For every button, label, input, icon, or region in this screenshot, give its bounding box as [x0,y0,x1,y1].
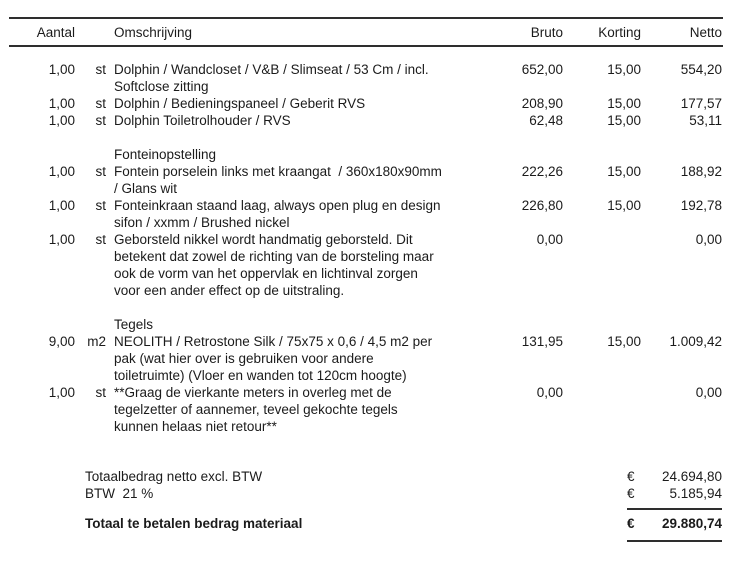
cell-korting [563,214,641,231]
cell-bruto: 652,00 [521,62,563,77]
cell-netto [641,418,722,435]
cell-korting [563,282,641,299]
cell-netto: 1.009,42 [669,334,722,349]
cell-unit [75,248,106,265]
cell-unit [75,180,106,197]
vat-euro-symbol: € [627,486,635,501]
table-row [9,418,723,435]
cell-netto [641,367,722,384]
cell-aantal: 1,00 [48,113,75,128]
cell-korting: 15,00 [607,164,641,179]
cell-bruto [486,282,563,299]
table-row [9,78,723,95]
cell-aantal [9,418,75,435]
cell-unit: st [95,198,106,213]
cell-netto [641,248,722,265]
cell-korting [563,248,641,265]
subtotal-row [9,468,723,485]
header-omschrijving: Omschrijving [114,24,193,40]
cell-omschrijving: kunnen helaas niet retour** [114,419,277,434]
cell-unit [75,265,106,282]
cell-unit [75,418,106,435]
cell-omschrijving: NEOLITH / Retrostone Silk / 75x75 x 0,6 / 4,5 m2 per [114,334,433,349]
table-row [9,197,723,214]
header-aantal: Aantal [36,24,75,40]
table-body [9,61,723,435]
blank-row [9,129,723,146]
cell-netto [641,350,722,367]
cell-omschrijving: Softclose zitting [114,79,209,94]
cell-aantal [9,248,75,265]
table-row [9,282,723,299]
header-netto: Netto [689,24,722,40]
header-korting: Korting [598,24,641,40]
cell-unit [75,316,106,333]
cell-aantal [9,78,75,95]
table-row [9,248,723,265]
cell-unit [75,367,106,384]
cell-unit: st [95,96,106,111]
vat-label: BTW 21 % [85,486,154,501]
table-row [9,163,723,180]
cell-omschrijving: Dolphin Toiletrolhouder / RVS [114,113,291,128]
subtotal-euro-symbol: € [627,469,635,484]
cell-korting: 15,00 [607,198,641,213]
cell-unit [75,282,106,299]
cell-netto: 188,92 [680,164,722,179]
cell-omschrijving: ook de vorm van het oppervlak en lichtinval zorgen [114,266,418,281]
cell-bruto: 208,90 [521,96,563,111]
cell-omschrijving: voor een ander effect op de uitstraling. [114,283,345,298]
table-totals-gap [9,435,723,468]
cell-korting [563,78,641,95]
cell-bruto [486,78,563,95]
table-row [9,231,723,248]
cell-netto: 554,20 [680,62,722,77]
cell-aantal: 1,00 [48,385,75,400]
cell-netto: 0,00 [695,385,722,400]
blank-row [9,299,723,316]
cell-unit [75,78,106,95]
cell-bruto: 222,26 [521,164,563,179]
cell-bruto [486,180,563,197]
grand-total-amount: 29.880,74 [661,516,722,531]
header-gap [9,47,723,61]
cell-unit [75,146,106,163]
cell-unit: st [95,62,106,77]
cell-omschrijving: Geborsteld nikkel wordt handmatig geborsteld. Dit [114,232,413,247]
section-title: Fonteinopstelling [114,147,217,162]
cell-korting [563,265,641,282]
table-row [9,384,723,401]
cell-unit: st [95,385,106,400]
cell-aantal [9,282,75,299]
cell-korting: 15,00 [607,334,641,349]
cell-korting: 15,00 [607,113,641,128]
cell-aantal [9,146,75,163]
cell-bruto: 226,80 [521,198,563,213]
cell-bruto [486,401,563,418]
cell-bruto: 62,48 [529,113,563,128]
cell-bruto: 0,00 [536,385,563,400]
cell-unit [75,350,106,367]
section-header-row [9,146,723,163]
cell-netto [641,78,722,95]
grand-total-euro-symbol: € [627,516,635,531]
grand-total-label: Totaal te betalen bedrag materiaal [85,516,303,531]
section-title: Tegels [114,317,154,332]
cell-unit: m2 [87,334,106,349]
cell-omschrijving: Dolphin / Wandcloset / V&B / Slimseat / 53 Cm / incl. [114,62,429,77]
cell-bruto: 0,00 [536,232,563,247]
table-row [9,214,723,231]
cell-bruto [486,350,563,367]
table-row [9,112,723,129]
invoice-page [0,17,755,584]
cell-bruto [486,248,563,265]
table-row [9,180,723,197]
cell-omschrijving: Fonteinkraan staand laag, always open plug en design [114,198,441,213]
cell-bruto: 131,95 [521,334,563,349]
cell-korting [563,350,641,367]
cell-aantal [9,180,75,197]
vat-amount: 5.185,94 [669,486,722,501]
cell-unit [75,401,106,418]
cell-unit [75,214,106,231]
grand-total-top-rule [627,508,722,510]
cell-korting [563,180,641,197]
table-row [9,95,723,112]
cell-omschrijving: / Glans wit [114,181,178,196]
cell-korting: 15,00 [607,62,641,77]
cell-netto [641,180,722,197]
cell-netto [641,265,722,282]
invoice-sheet [9,17,723,542]
cell-unit: st [95,113,106,128]
cell-korting: 15,00 [607,96,641,111]
subtotal-amount: 24.694,80 [661,469,722,484]
cell-omschrijving: toiletruimte) (Vloer en wanden tot 120cm hoogte) [114,368,407,383]
cell-omschrijving: tegelzetter of aannemer, teveel gekochte tegels [114,402,398,417]
cell-aantal: 1,00 [48,96,75,111]
table-row [9,333,723,350]
cell-omschrijving: betekent dat zowel de richting van de borsteling maar [114,249,434,264]
vat-row [9,485,723,502]
cell-netto [641,214,722,231]
cell-netto: 177,57 [680,96,722,111]
cell-bruto [486,367,563,384]
cell-korting [563,231,641,248]
cell-netto [641,282,722,299]
table-header-row [9,19,723,45]
cell-aantal: 1,00 [48,232,75,247]
cell-korting [563,418,641,435]
cell-aantal [9,367,75,384]
section-header-row [9,316,723,333]
cell-omschrijving: **Graag de vierkante meters in overleg met de [114,385,392,400]
cell-aantal: 1,00 [48,198,75,213]
subtotal-label: Totaalbedrag netto excl. BTW [85,469,263,484]
cell-aantal [9,401,75,418]
table-row [9,61,723,78]
cell-bruto [486,214,563,231]
cell-aantal: 1,00 [48,62,75,77]
cell-unit: st [95,232,106,247]
cell-aantal [9,214,75,231]
header-bruto: Bruto [530,24,563,40]
grand-total-row [9,515,723,532]
cell-korting [563,384,641,401]
cell-aantal [9,350,75,367]
cell-netto: 53,11 [689,113,722,128]
table-row [9,350,723,367]
cell-aantal: 1,00 [48,164,75,179]
cell-netto: 0,00 [695,232,722,247]
table-row [9,265,723,282]
cell-aantal [9,265,75,282]
cell-korting [563,401,641,418]
cell-unit: st [95,164,106,179]
cell-netto [641,401,722,418]
table-row [9,401,723,418]
cell-netto: 192,78 [680,198,722,213]
cell-omschrijving: Dolphin / Bedieningspaneel / Geberit RVS [114,96,366,111]
cell-aantal [9,316,75,333]
cell-omschrijving: pak (wat hier over is gebruiken voor andere [114,351,374,366]
cell-omschrijving: Fontein porselein links met kraangat / 360x180x90mm [114,164,442,179]
grand-total-bottom-rule [627,540,722,542]
cell-bruto [486,418,563,435]
cell-aantal: 9,00 [48,334,75,349]
cell-omschrijving: sifon / xxmm / Brushed nickel [114,215,290,230]
cell-bruto [486,265,563,282]
cell-korting [563,367,641,384]
table-row [9,367,723,384]
